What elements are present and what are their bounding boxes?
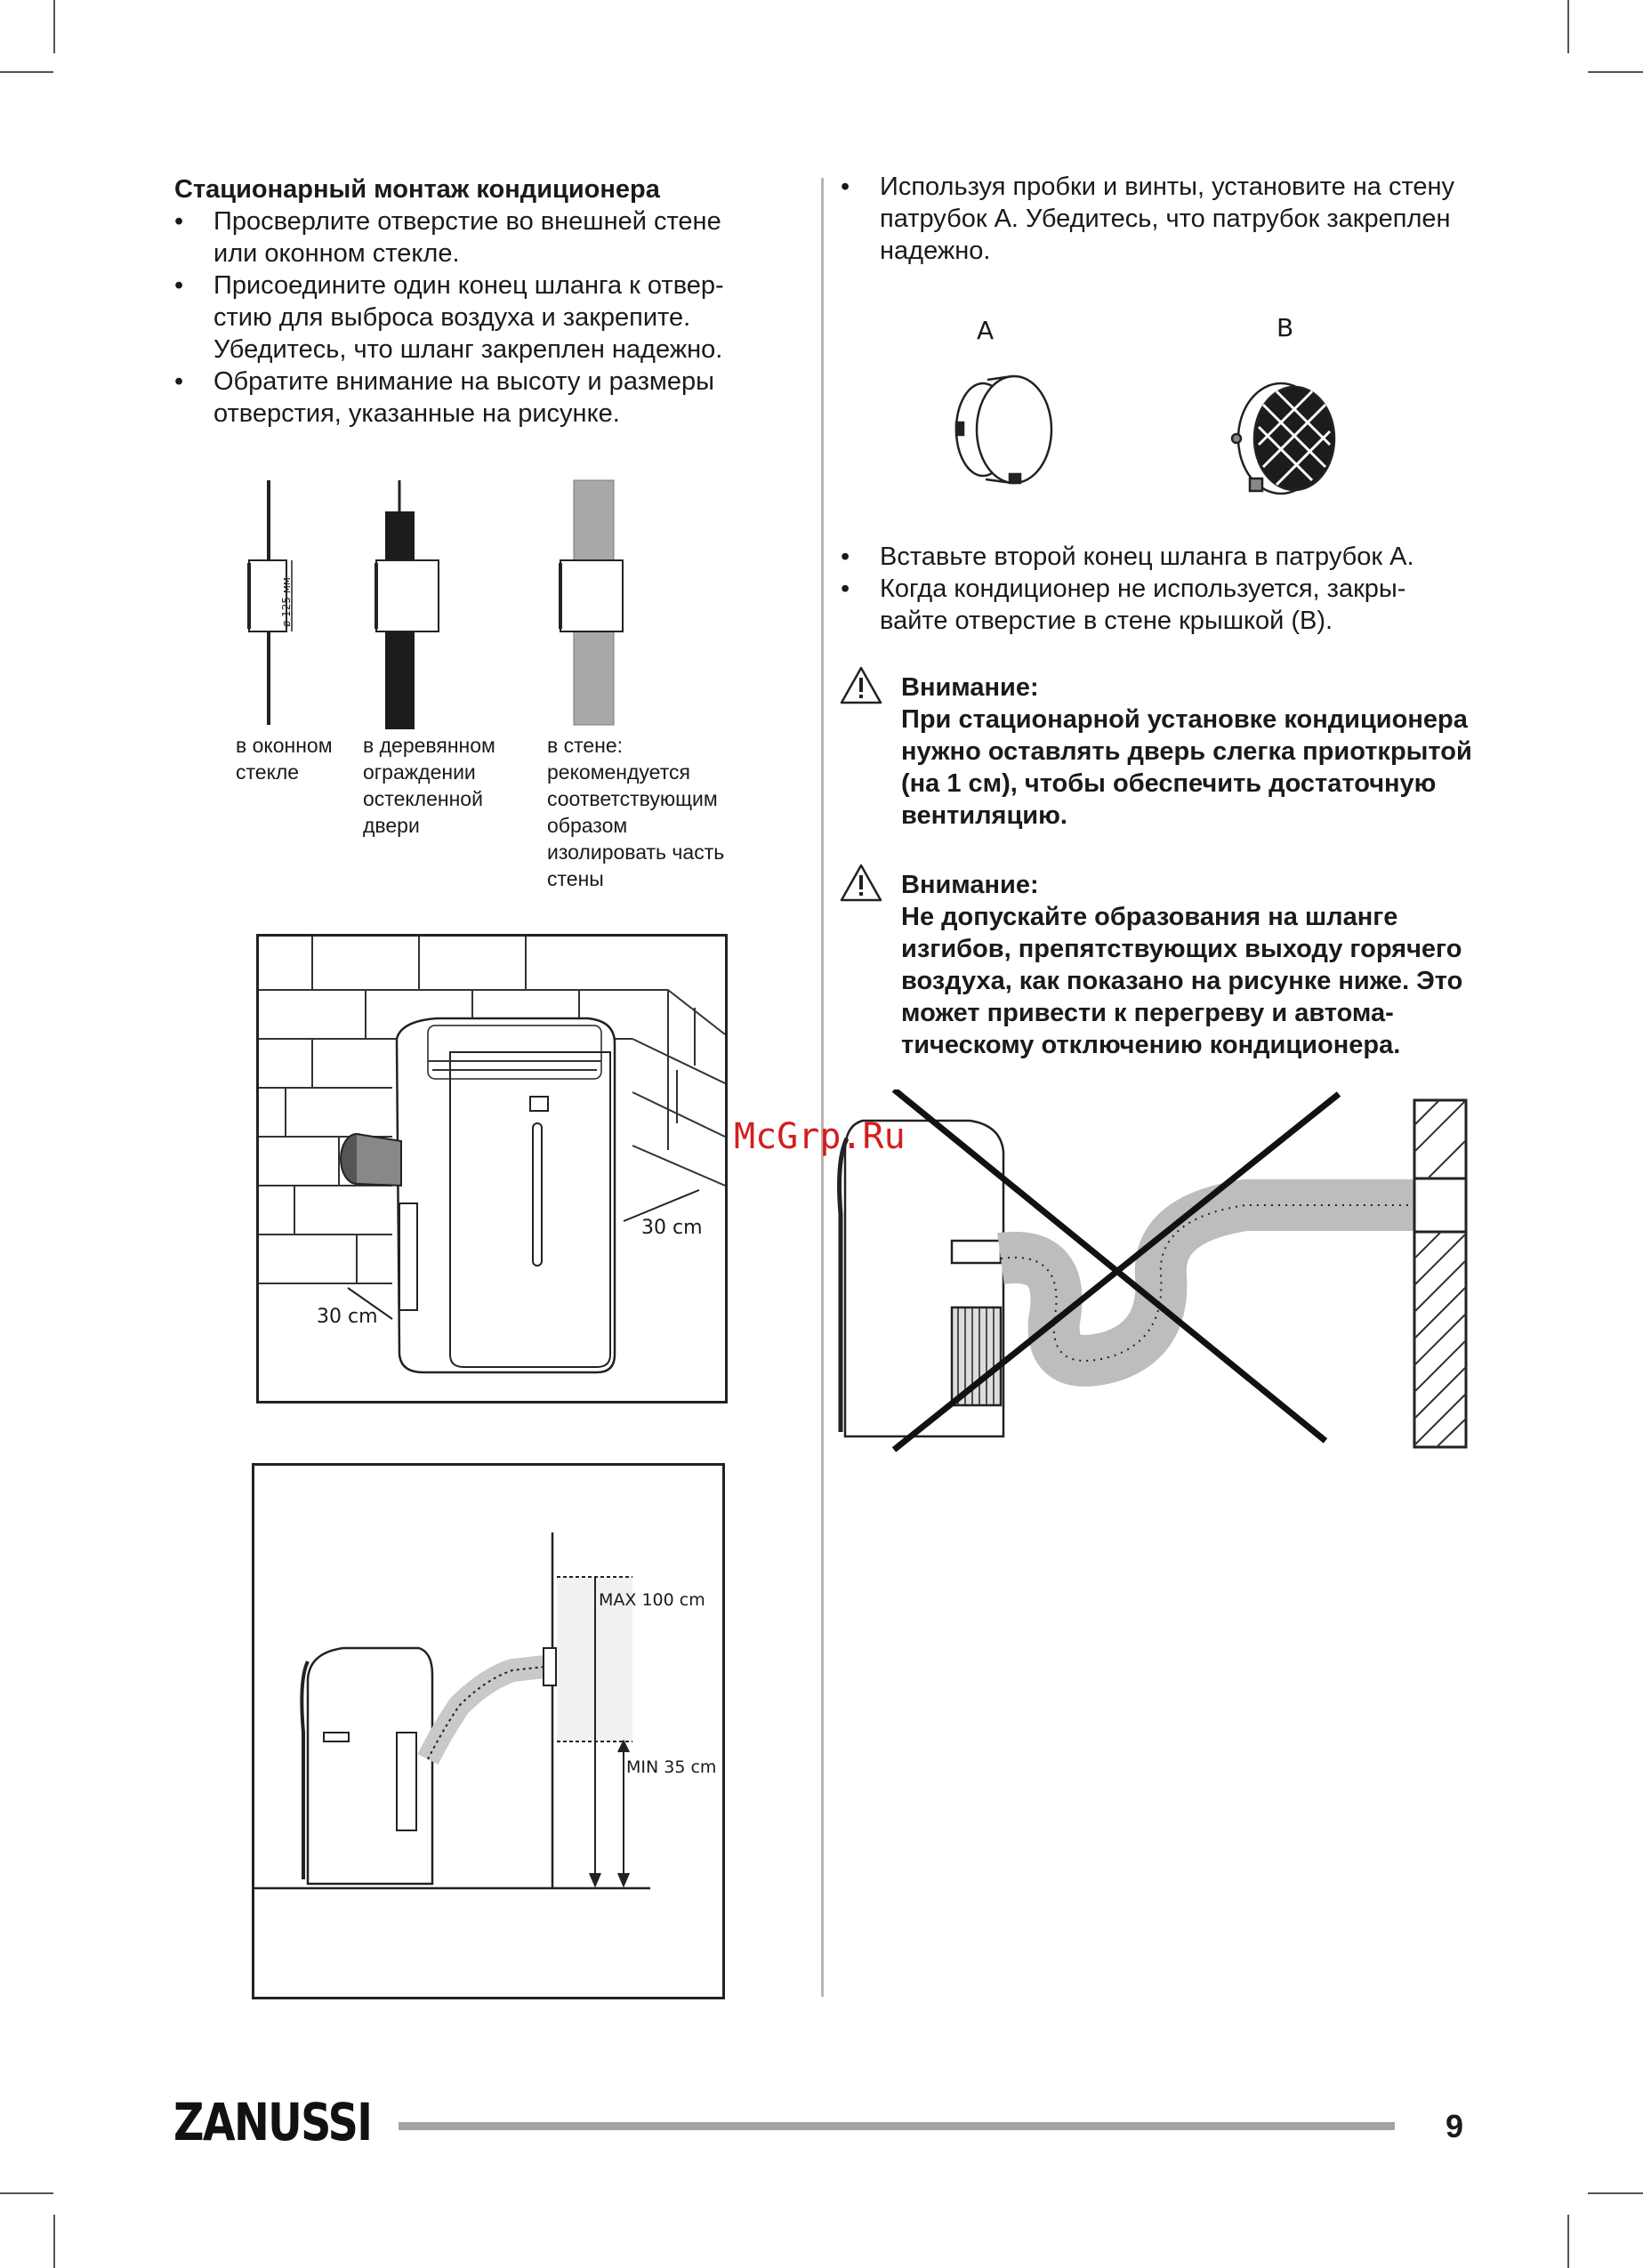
clearance-illustration (259, 937, 725, 1401)
list-item: • Просверлите отверстие во внешней стене или оконном стекле. (174, 205, 770, 269)
crop-mark (53, 0, 55, 53)
warning-text: При стационарной установке кондиционера нужно оставлять дверь слегка приоткрытой (на 1 см), чтобы обеспечить достаточную вентиляцию. (901, 705, 1472, 830)
caption-door: в деревянном ограждении остекленной двери (363, 734, 495, 837)
section-heading: Стационарный монтаж кондиционера (174, 175, 660, 204)
crop-mark (0, 2192, 53, 2194)
crop-mark (1588, 2192, 1643, 2194)
clearance-label-left: 30 cm (317, 1306, 378, 1328)
max-height-label: MAX 100 cm (599, 1590, 705, 1610)
warning-block-2 (901, 869, 1506, 1061)
list-item: • Используя пробки и винты, установите на стену патрубок А. Убедитесь, что патрубок закреплен надежно. (841, 171, 1463, 267)
warning-title: Внимание: (901, 871, 1039, 899)
page-number: 9 (1446, 2108, 1464, 2144)
warning-icon (839, 863, 883, 904)
clearance-label-right: 30 cm (641, 1217, 703, 1239)
pipe-segment (560, 560, 623, 631)
part-b-label: B (1277, 313, 1294, 342)
column-divider (821, 178, 824, 1997)
height-illustration (254, 1466, 722, 1997)
list-item: • Когда кондиционер не используется, закрывайте отверстие в стене крышкой (В). (841, 573, 1463, 637)
wall-pipe-a (956, 376, 1051, 483)
crop-mark (1567, 0, 1569, 53)
warning-text: Не допускайте образования на шланге изгибов, препятствующих выходу горячего воздуха, как показано на рисунке ниже. Это может привести к перегреву и автоматическому отключению кондиционера. (901, 903, 1463, 1059)
clearance-figure (256, 934, 728, 1403)
caption-window: в оконном стекле (236, 734, 333, 784)
footer-rule (399, 2122, 1395, 2130)
watermark: McGrp.Ru (734, 1116, 906, 1157)
list-item: • Присоедините один конец шланга к отверстию для выброса воздуха и закрепите. Убедитесь, что шланг закреплен надежно. (174, 269, 770, 366)
mount-figures (222, 476, 756, 734)
pipe-segment (376, 560, 439, 631)
list-item: • Вставьте второй конец шланга в патрубок А. (841, 541, 1463, 573)
wrong-hose-illustration (836, 1090, 1477, 1459)
warning-title: Внимание: (901, 673, 1039, 702)
diameter-label: ø 125 мм (280, 577, 293, 627)
height-figure (252, 1463, 725, 1999)
right-mid-text (841, 541, 1463, 637)
crop-mark (0, 71, 53, 73)
crop-mark (1588, 71, 1643, 73)
parts-illustration (934, 369, 1361, 511)
part-a-label: A (977, 316, 995, 345)
crop-mark (1567, 2215, 1569, 2268)
warning-icon (839, 665, 883, 706)
caption-wall: в стене: рекомендуется соответствующим образом изолировать часть стены (547, 734, 725, 890)
min-height-label: MIN 35 cm (626, 1757, 717, 1777)
list-item: • Обратите внимание на высоту и размеры отверстия, указанные на рисунке. (174, 366, 770, 430)
wall-cap-b (1232, 383, 1334, 494)
brand-logo: ZANUSSI (173, 2092, 372, 2152)
left-text-block (174, 173, 770, 430)
crop-mark (53, 2215, 55, 2268)
instruction-list (174, 205, 770, 430)
warning-block-1 (901, 672, 1506, 832)
right-top-text (841, 171, 1463, 267)
